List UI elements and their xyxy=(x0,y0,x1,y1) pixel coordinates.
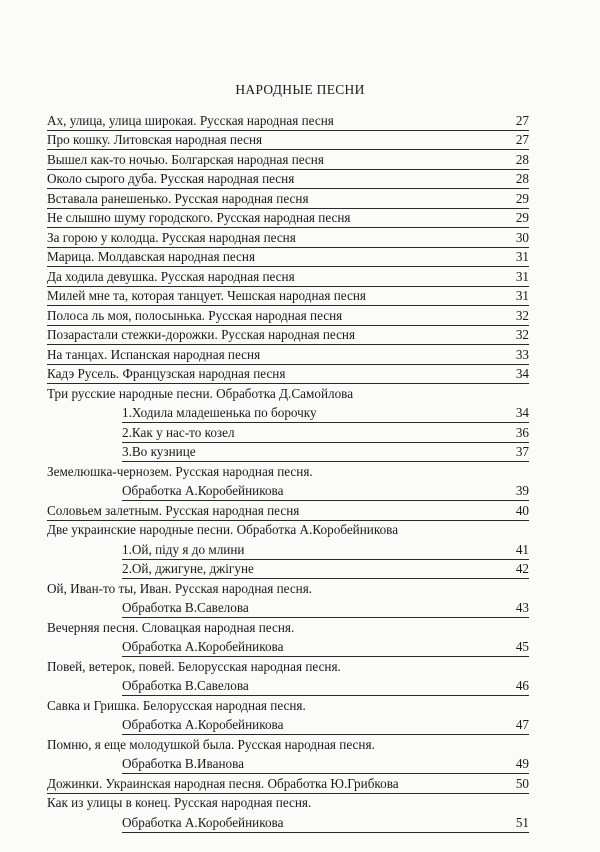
toc-entry-title: Ой, Иван-то ты, Иван. Русская народная песня. xyxy=(47,580,313,596)
toc-entry-title: Обработка А.Коробейникова xyxy=(122,483,284,498)
toc-entry-title: Ах, улица, улица широкая. Русская народная песня xyxy=(47,112,334,128)
toc-entry-title: Кадэ Русель. Французская народная песня xyxy=(47,366,286,381)
toc-entry-title: Марица. Молдавская народная песня xyxy=(47,249,256,264)
leader-rule xyxy=(47,208,529,209)
leader-rule xyxy=(47,383,529,384)
leader-rule xyxy=(47,344,529,345)
toc-entry-page: 29 xyxy=(515,190,529,206)
toc-entry xyxy=(47,502,529,522)
leader-rule xyxy=(122,695,529,696)
toc-entry-page: 43 xyxy=(515,600,529,615)
toc-subentry xyxy=(47,814,529,834)
toc-entry-title: Про кошку. Литовская народная песня xyxy=(47,132,263,147)
leader-rule xyxy=(122,500,529,501)
toc-group-heading xyxy=(47,385,529,405)
table-of-contents xyxy=(47,112,529,834)
toc-entry-title: Вышел как-то ночью. Болгарская народная песня xyxy=(47,151,324,167)
toc-entry-page: 31 xyxy=(515,268,529,284)
toc-subentry xyxy=(47,639,529,659)
leader-rule xyxy=(47,325,529,326)
toc-entry-page: 51 xyxy=(515,814,529,830)
toc-entry-page: 39 xyxy=(515,483,529,498)
toc-entry-title: 2.Ой, джигуне, джігуне xyxy=(122,561,254,576)
toc-entry-title: Обработка В.Иванова xyxy=(122,756,245,771)
leader-rule xyxy=(122,773,529,774)
toc-entry-page: 27 xyxy=(515,132,529,147)
toc-group-heading xyxy=(47,619,529,639)
toc-entry xyxy=(47,268,529,288)
leader-rule xyxy=(47,149,529,150)
toc-subentry xyxy=(47,678,529,698)
toc-subentry xyxy=(47,405,529,425)
toc-entry-page: 50 xyxy=(515,775,529,791)
toc-entry-title: Милей мне та, которая танцует. Чешская народная песня xyxy=(47,288,366,303)
toc-entry xyxy=(47,112,529,132)
leader-rule xyxy=(122,832,529,833)
leader-rule xyxy=(122,442,529,443)
toc-entry-page: 34 xyxy=(515,405,529,420)
toc-entry-title: 2.Как у нас-то козел xyxy=(122,424,235,440)
toc-entry-title: Соловьем залетным. Русская народная песня xyxy=(47,502,300,518)
toc-group-heading xyxy=(47,697,529,717)
toc-entry-title: Около сырого дуба. Русская народная песня xyxy=(47,171,295,186)
toc-entry-page: 41 xyxy=(515,541,529,557)
leader-rule xyxy=(122,578,529,579)
toc-entry-title: Дожинки. Украинская народная песня. Обработка Ю.Грибкова xyxy=(47,775,399,791)
toc-entry-title: Вечерняя песня. Словацкая народная песня. xyxy=(47,619,295,635)
leader-rule xyxy=(122,559,529,560)
toc-entry xyxy=(47,327,529,347)
toc-entry xyxy=(47,190,529,210)
toc-entry-page: 42 xyxy=(515,561,529,576)
toc-entry-page: 28 xyxy=(515,171,529,186)
leader-rule xyxy=(122,422,529,423)
leader-rule xyxy=(47,169,529,170)
toc-group-heading xyxy=(47,522,529,542)
leader-rule xyxy=(122,734,529,735)
toc-subentry xyxy=(47,756,529,776)
toc-entry-page: 32 xyxy=(515,327,529,342)
toc-subentry xyxy=(47,483,529,503)
toc-subentry xyxy=(47,444,529,464)
leader-rule xyxy=(47,266,529,267)
toc-subentry xyxy=(47,561,529,581)
toc-entry-title: Полоса ль моя, полосынька. Русская народная песня xyxy=(47,307,343,323)
toc-entry-title: 3.Во кузнице xyxy=(122,444,196,459)
toc-entry-page: 30 xyxy=(515,229,529,245)
toc-entry-title: Позарастали стежки-дорожки. Русская народная песня xyxy=(47,327,356,342)
leader-rule xyxy=(47,305,529,306)
toc-entry-title: Две украинские народные песни. Обработка А.Коробейникова xyxy=(47,522,399,537)
toc-entry-page: 46 xyxy=(515,678,529,693)
leader-rule xyxy=(47,793,529,794)
toc-entry-page: 49 xyxy=(515,756,529,771)
toc-entry-title: Обработка А.Коробейникова xyxy=(122,814,284,830)
toc-entry-title: За горою у колодца. Русская народная песня xyxy=(47,229,296,245)
toc-entry xyxy=(47,249,529,269)
toc-entry-page: 36 xyxy=(515,424,529,440)
leader-rule xyxy=(122,617,529,618)
toc-entry-page: 31 xyxy=(515,288,529,303)
toc-subentry xyxy=(47,600,529,620)
toc-entry-page: 37 xyxy=(515,444,529,459)
leader-rule xyxy=(47,130,529,131)
leader-rule xyxy=(47,286,529,287)
toc-entry-page: 47 xyxy=(515,717,529,732)
toc-entry-page: 34 xyxy=(515,366,529,381)
toc-entry xyxy=(47,171,529,191)
toc-entry-title: Три русские народные песни. Обработка Д.Самойлова xyxy=(47,385,354,401)
toc-entry xyxy=(47,151,529,171)
toc-entry-title: Обработка В.Савелова xyxy=(122,600,249,615)
toc-entry-page: 45 xyxy=(515,639,529,654)
toc-group-heading xyxy=(47,658,529,678)
toc-subentry xyxy=(47,541,529,561)
toc-entry xyxy=(47,307,529,327)
toc-entry xyxy=(47,775,529,795)
toc-entry-title: Как из улицы в конец. Русская народная песня. xyxy=(47,795,312,810)
toc-entry-title: Помню, я еще молодушкой была. Русская народная песня. xyxy=(47,736,375,752)
toc-entry-page: 32 xyxy=(515,307,529,323)
leader-rule xyxy=(122,656,529,657)
toc-entry-page: 40 xyxy=(515,502,529,518)
toc-entry-page: 28 xyxy=(515,151,529,167)
toc-entry-title: Земелюшка-чернозем. Русская народная песня. xyxy=(47,463,313,479)
leader-rule xyxy=(47,227,529,228)
toc-entry-page: 31 xyxy=(515,249,529,264)
toc-entry-title: 1.Ходила младешенька по борочку xyxy=(122,405,317,420)
leader-rule xyxy=(47,247,529,248)
leader-rule xyxy=(47,520,529,521)
toc-entry xyxy=(47,132,529,152)
toc-entry-page: 33 xyxy=(515,346,529,362)
toc-entry-title: Обработка В.Савелова xyxy=(122,678,249,693)
toc-entry-title: На танцах. Испанская народная песня xyxy=(47,346,261,362)
toc-subentry xyxy=(47,424,529,444)
toc-entry-title: 1.Ой, піду я до млини xyxy=(122,541,245,557)
toc-subentry xyxy=(47,717,529,737)
toc-entry-title: Не слышно шуму городского. Русская народная песня xyxy=(47,210,351,225)
toc-group-heading xyxy=(47,463,529,483)
toc-entry-title: Вставала ранешенько. Русская народная песня xyxy=(47,190,309,206)
toc-entry-page: 29 xyxy=(515,210,529,225)
toc-group-heading xyxy=(47,736,529,756)
toc-entry-title: Повей, ветерок, повей. Белорусская народная песня. xyxy=(47,658,341,674)
toc-entry xyxy=(47,366,529,386)
toc-entry xyxy=(47,210,529,230)
leader-rule xyxy=(47,364,529,365)
toc-entry-title: Обработка А.Коробейникова xyxy=(122,717,284,732)
toc-entry-title: Обработка А.Коробейникова xyxy=(122,639,284,654)
toc-entry-title: Да ходила девушка. Русская народная песня xyxy=(47,268,295,284)
toc-entry xyxy=(47,229,529,249)
section-title: НАРОДНЫЕ ПЕСНИ xyxy=(235,82,365,97)
toc-group-heading xyxy=(47,795,529,815)
toc-entry xyxy=(47,288,529,308)
leader-rule xyxy=(47,188,529,189)
toc-entry-page: 27 xyxy=(515,112,529,128)
leader-rule xyxy=(122,461,529,462)
toc-entry-title: Савка и Гришка. Белорусская народная песня. xyxy=(47,697,306,713)
toc-entry xyxy=(47,346,529,366)
toc-group-heading xyxy=(47,580,529,600)
